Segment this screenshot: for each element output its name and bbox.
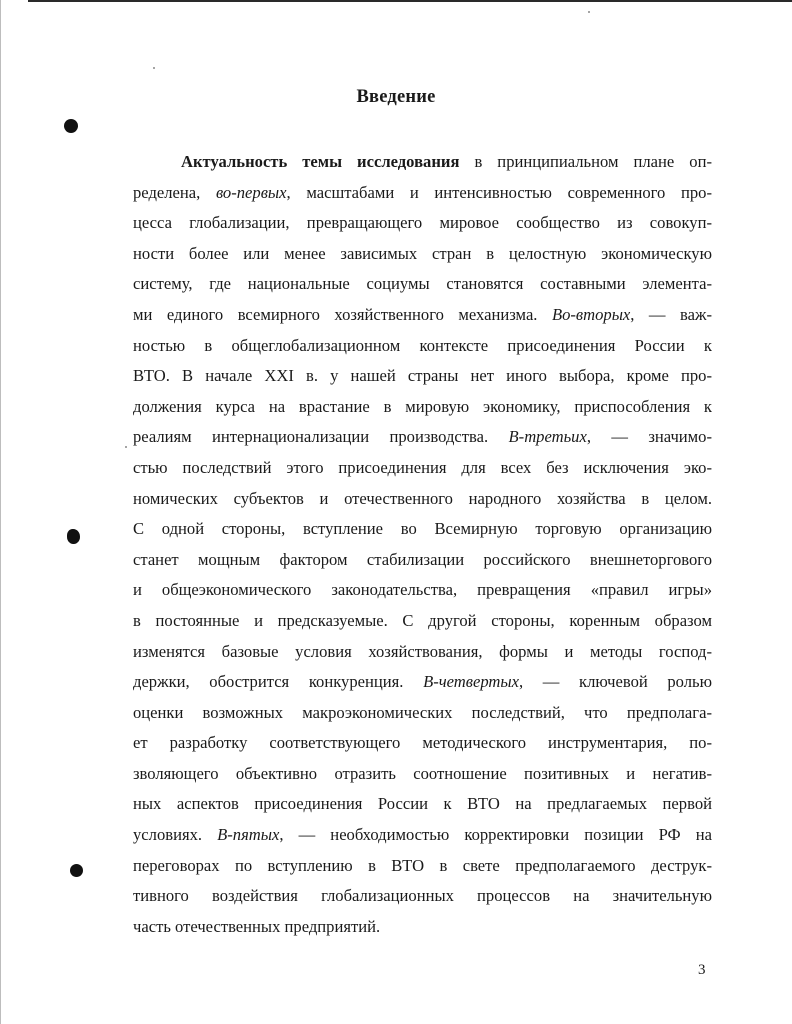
text-line	[133, 147, 712, 178]
italic-phrase: В-четвертых	[423, 672, 520, 692]
text-line	[133, 269, 712, 300]
text-line	[133, 637, 712, 668]
text-run: реалиям интернационализации производства.	[133, 427, 509, 447]
text-run: ностью в общеглобализационном контексте присоединения России к	[133, 335, 712, 355]
text-run: ределена,	[133, 182, 216, 202]
page-number: 3	[698, 962, 706, 978]
text-run: изменятся базовые условия хозяйствования, формы и методы господ-	[133, 641, 712, 661]
text-line	[133, 606, 712, 637]
text-line	[133, 453, 712, 484]
text-line	[133, 759, 712, 790]
text-run: переговорах по вступлению в ВТО в свете предполагаемого деструк-	[133, 855, 712, 875]
italic-phrase: В-пятых	[217, 825, 280, 845]
binding-hole-top	[64, 119, 78, 133]
page-title: Введение	[356, 87, 436, 107]
text-run: С одной стороны, вступление во Всемирную торговую организацию	[133, 519, 712, 539]
text-run: ВТО. В начале XXI в. у нашей страны нет иного выбора, кроме про-	[133, 366, 712, 386]
text-run: держки, обострится конкуренция.	[133, 672, 424, 692]
text-run: , — значимо-	[586, 427, 713, 447]
body-paragraph	[133, 147, 712, 942]
text-line	[133, 728, 712, 759]
text-run: стью последствий этого присоединения для всех без исключения эко-	[133, 457, 712, 477]
text-line	[133, 575, 712, 606]
text-line	[133, 851, 712, 882]
text-run: , — ключевой ролью	[519, 672, 712, 692]
text-line	[133, 361, 712, 392]
scan-top-edge	[28, 0, 792, 2]
italic-phrase: во-первых	[215, 182, 287, 202]
text-line	[133, 912, 712, 943]
text-run: станет мощным фактором стабилизации российского внешнеторгового	[133, 549, 712, 569]
text-run: цесса глобализации, превращающего мировое сообщество из совокуп-	[133, 213, 712, 233]
text-line	[133, 422, 712, 453]
text-run: в постоянные и предсказуемые. С другой стороны, коренным образом	[133, 610, 712, 630]
italic-phrase: Во-вторых	[551, 304, 631, 324]
italic-phrase: В-третьих	[508, 427, 587, 447]
text-line	[133, 178, 712, 209]
scan-speck	[153, 67, 155, 69]
text-run: и общеэкономического законодательства, превращения «правил игры»	[133, 580, 712, 600]
text-run: ет разработку соответствующего методического инструментария, по-	[133, 733, 712, 753]
text-line	[133, 789, 712, 820]
text-run: зволяющего объективно отразить соотношение позитивных и негатив-	[133, 763, 712, 783]
text-run: условиях.	[133, 825, 218, 845]
bold-phrase: Актуальность темы исследования	[181, 152, 460, 171]
text-line	[133, 484, 712, 515]
text-run: в принципиальном плане оп-	[459, 152, 712, 171]
text-run: часть отечественных предприятий.	[133, 916, 381, 936]
text-line	[133, 667, 712, 698]
text-line	[133, 208, 712, 239]
text-run: ных аспектов присоединения России к ВТО на предлагаемых первой	[133, 794, 712, 814]
binding-hole-bottom	[70, 864, 83, 877]
text-run: , масштабами и интенсивностью современного про-	[286, 182, 712, 202]
text-line	[133, 698, 712, 729]
text-line	[133, 514, 712, 545]
text-run: систему, где национальные социумы становятся составными элемента-	[133, 274, 712, 294]
text-line	[133, 392, 712, 423]
scan-speck	[588, 11, 590, 13]
text-line	[133, 545, 712, 576]
text-run: , — необходимостью корректировки позиции РФ на	[279, 825, 712, 845]
text-run: оценки возможных макроэкономических последствий, что предполага-	[133, 702, 712, 722]
text-run: должения курса на врастание в мировую экономику, приспособления к	[133, 396, 712, 416]
binding-hole-middle	[67, 529, 80, 544]
scan-left-edge	[0, 0, 1, 1024]
text-line	[133, 820, 712, 851]
text-line	[133, 239, 712, 270]
text-line	[133, 300, 712, 331]
text-run: , — важ-	[630, 304, 712, 324]
text-run: тивного воздействия глобализационных процессов на значительную	[133, 886, 712, 906]
text-run: номических субъектов и отечественного народного хозяйства в целом.	[133, 488, 712, 508]
text-line	[133, 881, 712, 912]
text-run: ми единого всемирного хозяйственного механизма.	[133, 304, 552, 324]
text-run: ности более или менее зависимых стран в целостную экономическую	[133, 243, 712, 263]
scan-speck	[125, 446, 127, 448]
text-line	[133, 331, 712, 362]
